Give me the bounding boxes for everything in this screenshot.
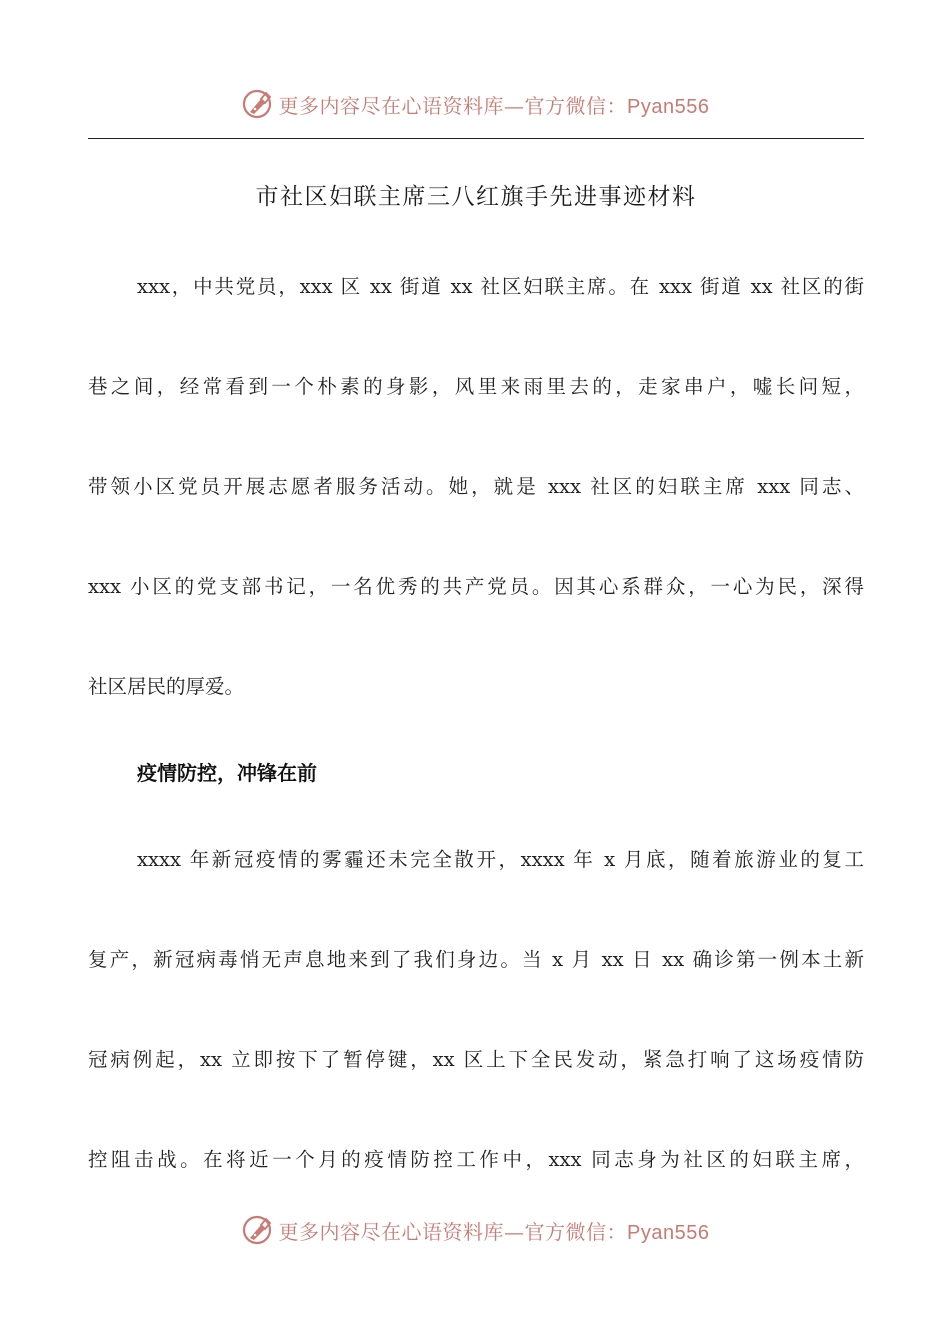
paragraph1-line-4: xxx 小区的党支部书记，一名优秀的共产党员。因其心系群众，一心为民，深得 [88,575,864,598]
pen-nib-logo-icon [241,87,275,121]
document-title: 市社区妇联主席三八红旗手先进事迹材料 [255,184,697,210]
paragraph2-line-2: 复产，新冠病毒悄无声息地来到了我们身边。当 x 月 xx 日 xx 确诊第一例本土新 [88,948,864,971]
paragraph2-line-3: 冠病例起，xx 立即按下了暂停键，xx 区上下全民发动，紧急打响了这场疫情防 [88,1048,864,1071]
footer-brand-id: Pyan556 [627,1221,710,1244]
paragraph1-line-5: 社区居民的厚爱。 [88,675,245,698]
section-heading: 疫情防控，冲锋在前 [137,761,317,785]
header-brand-text: 更多内容尽在心语资料库—官方微信：Pyan556 [278,93,710,118]
paragraph2-line-4: 控阻击战。在将近一个月的疫情防控工作中，xxx 同志身为社区的妇联主席， [88,1148,864,1171]
footer-brand-text: 更多内容尽在心语资料库—官方微信：Pyan556 [278,1219,710,1244]
pen-nib-logo-icon [241,1213,275,1247]
header-brand-id: Pyan556 [627,95,710,118]
header-divider [88,138,864,139]
header-watermark [0,84,950,124]
paragraph1-line-3: 带领小区党员开展志愿者服务活动。她，就是 xxx 社区的妇联主席 xxx 同志、 [88,475,864,498]
paragraph1-line-1: xxx，中共党员，xxx 区 xx 街道 xx 社区妇联主席。在 xxx 街道 xx 社区的街 [137,275,864,298]
paragraph1-line-2: 巷之间，经常看到一个朴素的身影，风里来雨里去的，走家串户，嘘长问短， [88,375,864,398]
footer-watermark [0,1210,950,1250]
paragraph2-line-1: xxxx 年新冠疫情的雾霾还未完全散开，xxxx 年 x 月底，随着旅游业的复工 [137,848,864,871]
